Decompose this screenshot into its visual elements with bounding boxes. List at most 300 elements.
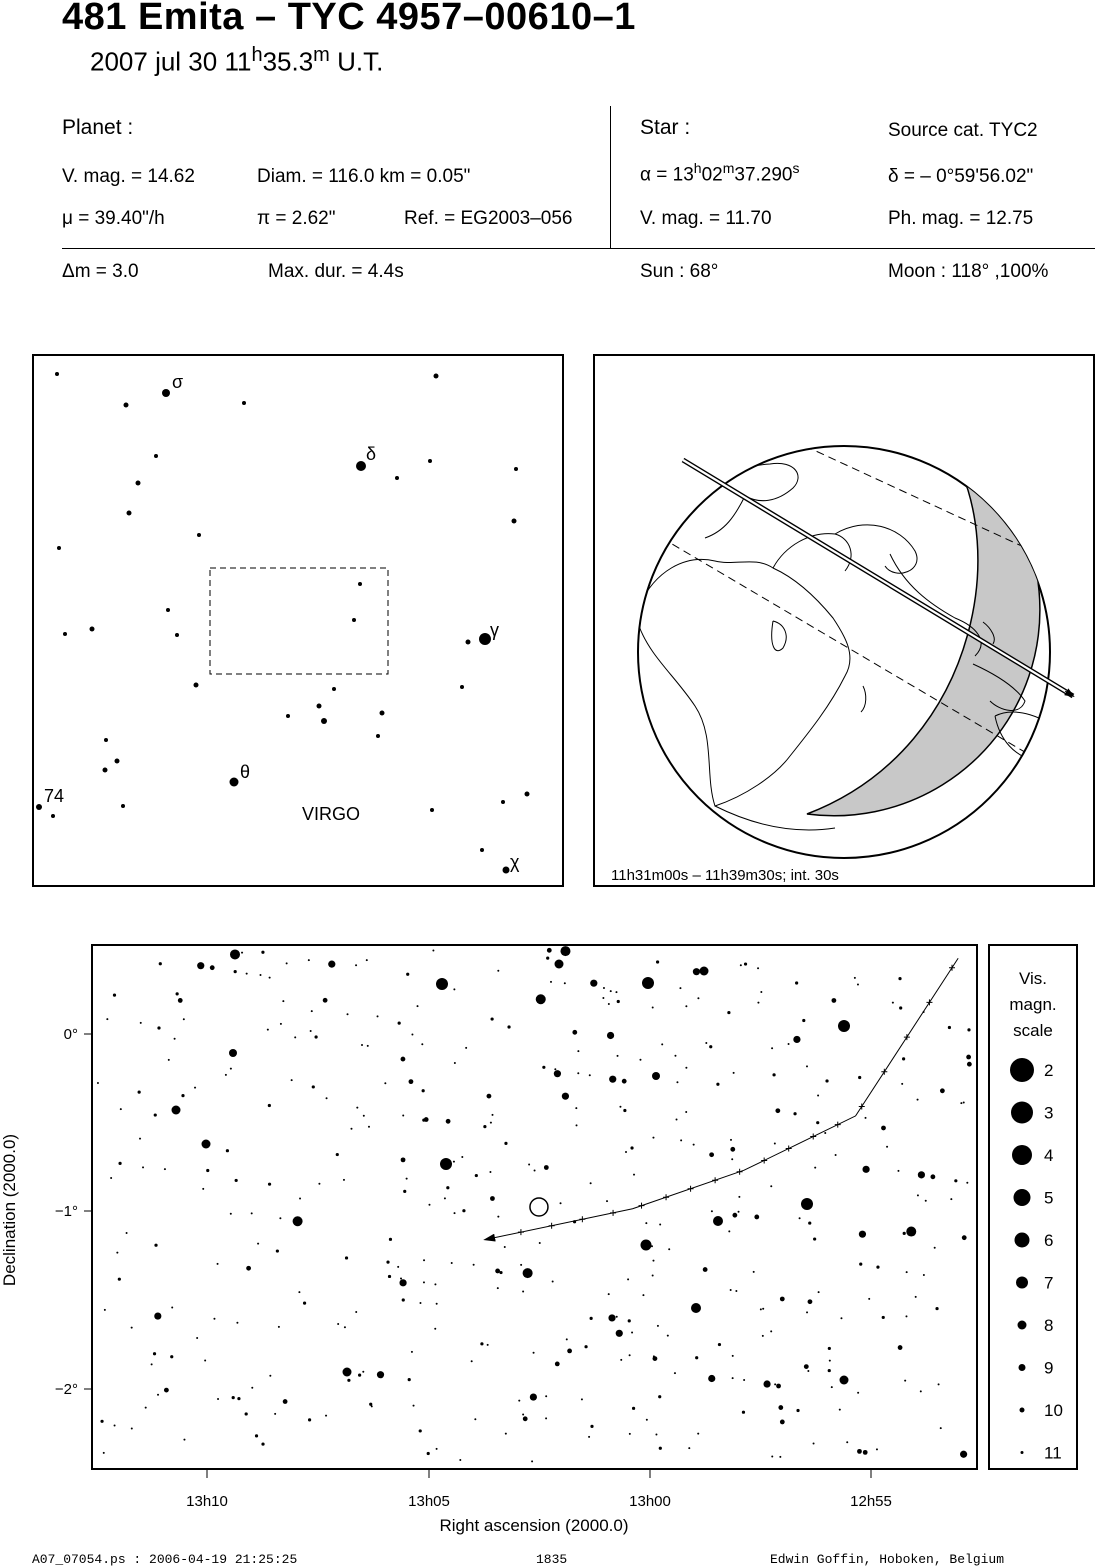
background-star (602, 997, 604, 999)
x-axis-label: Right ascension (2000.0) (439, 1516, 629, 1535)
background-star (962, 1451, 964, 1453)
background-star (280, 1023, 282, 1025)
background-star (171, 1306, 173, 1308)
background-star (261, 951, 264, 954)
background-star (204, 1360, 206, 1362)
background-star (859, 1231, 866, 1238)
background-star (846, 1441, 848, 1443)
planet-vmag: V. mag. = 14.62 (62, 166, 195, 187)
background-star (629, 1354, 631, 1356)
background-star (504, 1142, 507, 1145)
background-star (828, 1369, 831, 1372)
finder-star (104, 738, 108, 742)
background-star (934, 1247, 936, 1249)
label-delta: δ (366, 444, 377, 464)
legend-title: Vis. magn. scale (1009, 969, 1057, 1040)
background-star (584, 1345, 587, 1348)
finder-star (525, 792, 530, 797)
background-star (806, 1065, 808, 1067)
background-star (459, 1459, 461, 1461)
background-star (168, 1059, 170, 1061)
background-star (355, 964, 357, 966)
background-star (938, 1383, 940, 1385)
background-star (497, 970, 499, 972)
background-star (97, 1082, 99, 1084)
finder-star (103, 768, 108, 773)
background-star (257, 1243, 259, 1245)
background-star (347, 1379, 350, 1382)
background-star (610, 990, 612, 992)
path-tick (835, 1122, 841, 1128)
legend-dot (1015, 1233, 1030, 1248)
star-source: Source cat. TYC2 (888, 120, 1038, 141)
background-star (898, 1345, 903, 1350)
background-star (629, 1433, 631, 1435)
background-star (962, 1235, 967, 1240)
background-star (564, 982, 566, 984)
background-star (657, 1325, 659, 1327)
background-star (210, 965, 215, 970)
background-star (795, 981, 798, 984)
background-star (282, 1000, 284, 1002)
background-star (631, 1331, 633, 1333)
background-star (695, 1356, 698, 1359)
background-star (590, 1317, 593, 1320)
finder-star (501, 800, 505, 804)
background-star (607, 1032, 614, 1039)
finder-star (352, 618, 356, 622)
delta-mag: Δm = 3.0 (62, 261, 139, 282)
background-star (967, 1062, 972, 1067)
legend-dot (1018, 1321, 1027, 1330)
background-star (343, 1179, 345, 1181)
background-star (303, 1302, 306, 1305)
finder-star (51, 814, 55, 818)
background-star (730, 1147, 735, 1152)
background-star (814, 1167, 816, 1169)
background-star (550, 981, 552, 983)
background-star (552, 1280, 554, 1282)
background-star (225, 1074, 227, 1076)
background-star (708, 1375, 715, 1382)
background-star (554, 1068, 556, 1070)
background-star (487, 1094, 492, 1099)
background-star (616, 1330, 623, 1337)
background-star (799, 1217, 801, 1219)
max-duration: Max. dur. = 4.4s (268, 261, 404, 282)
background-star (802, 1019, 805, 1022)
background-star (863, 1450, 868, 1455)
background-star (905, 1315, 907, 1317)
background-star (461, 1156, 463, 1158)
background-star (757, 1002, 759, 1004)
bright-star (700, 967, 709, 976)
background-star (116, 1252, 118, 1254)
background-star (674, 1055, 676, 1057)
background-star (622, 1079, 627, 1084)
background-star (183, 1018, 185, 1020)
legend-label: 4 (1044, 1146, 1054, 1165)
background-star (138, 1091, 141, 1094)
background-star (409, 1079, 414, 1084)
bright-star (642, 977, 654, 989)
background-star (403, 1190, 406, 1193)
background-star (298, 1291, 300, 1293)
background-star (658, 1395, 661, 1398)
background-star (417, 1005, 419, 1007)
finder-chart (32, 354, 564, 887)
bright-star (652, 1072, 660, 1080)
background-star (505, 1433, 507, 1435)
path-tick (810, 1134, 816, 1140)
background-star (615, 991, 617, 993)
background-star (679, 987, 681, 989)
background-star (667, 1335, 669, 1337)
background-star (776, 1384, 781, 1389)
background-star (131, 1327, 133, 1329)
background-star (384, 1082, 386, 1084)
background-star (217, 1263, 219, 1265)
legend-dot (1021, 1451, 1024, 1454)
finder-star (380, 711, 385, 716)
background-star (627, 1278, 629, 1280)
background-star (196, 1337, 198, 1339)
finder-star (512, 519, 517, 524)
path-tick (737, 1169, 743, 1175)
background-star (293, 1216, 303, 1226)
background-star (197, 962, 204, 969)
background-star (935, 1307, 938, 1310)
background-star (114, 1424, 116, 1426)
background-star (902, 1057, 905, 1060)
background-star (807, 1370, 809, 1372)
background-star (858, 1076, 861, 1079)
planet-mu: μ = 39.40"/h (62, 208, 165, 229)
background-star (326, 1097, 328, 1099)
sun-elongation: Sun : 68° (640, 261, 719, 282)
path-tick (949, 965, 955, 971)
background-star (110, 1177, 112, 1179)
background-star (735, 1290, 737, 1292)
background-star (164, 1168, 166, 1170)
finder-star (90, 627, 95, 632)
background-star (633, 1174, 635, 1176)
finder-star (36, 804, 42, 810)
background-star (399, 1279, 406, 1286)
background-star (323, 998, 328, 1003)
star-heading: Star : (640, 116, 691, 139)
background-star (104, 1309, 106, 1311)
background-star (609, 1076, 616, 1083)
background-star (419, 1429, 422, 1432)
background-star (762, 1308, 764, 1310)
background-star (497, 1287, 499, 1289)
background-star (246, 973, 248, 975)
background-star (495, 1269, 500, 1274)
finder-star (503, 867, 510, 874)
background-star (608, 1003, 610, 1005)
background-star (655, 1433, 657, 1435)
background-star (106, 1018, 108, 1020)
background-star (139, 1138, 141, 1140)
background-star (668, 1248, 670, 1250)
background-star (536, 994, 546, 1004)
background-star (451, 1262, 453, 1264)
background-star (490, 1122, 492, 1124)
background-star (427, 1452, 430, 1455)
background-star (590, 1182, 592, 1184)
background-star (688, 1447, 690, 1449)
background-star (164, 1388, 169, 1393)
finder-star (162, 389, 170, 397)
background-star (659, 1223, 661, 1225)
legend-dot (1020, 1408, 1025, 1413)
background-star (454, 1062, 456, 1064)
x-tick-label: 13h00 (629, 1493, 671, 1510)
path-tick (610, 1210, 616, 1216)
background-star (308, 1418, 311, 1421)
background-star (269, 977, 271, 979)
background-star (202, 1188, 204, 1190)
background-star (617, 1055, 619, 1057)
background-star (903, 1232, 906, 1235)
background-star (697, 1433, 699, 1435)
path-tick (904, 1034, 910, 1040)
background-star (740, 964, 742, 966)
background-star (732, 1355, 734, 1357)
legend-label: 8 (1044, 1316, 1054, 1335)
background-star (154, 1312, 161, 1319)
background-star (518, 1400, 520, 1402)
y-tick-label: 0° (63, 1026, 78, 1043)
background-star (268, 1104, 271, 1107)
background-star (174, 1038, 176, 1040)
background-star (623, 1109, 626, 1112)
background-star (685, 1111, 687, 1113)
background-star (408, 1378, 411, 1381)
background-star (444, 1197, 446, 1199)
background-star (310, 1030, 312, 1032)
background-star (718, 1343, 721, 1346)
background-star (865, 1117, 867, 1119)
path-tick (881, 1069, 887, 1075)
background-star (876, 1448, 878, 1450)
background-star (131, 1427, 133, 1429)
background-star (473, 1264, 475, 1266)
background-star (788, 1043, 790, 1045)
background-star (738, 1196, 740, 1198)
label-chi: χ (510, 852, 520, 872)
finder-star (63, 632, 67, 636)
background-star (504, 1246, 506, 1248)
background-star (235, 1179, 238, 1182)
background-star (576, 1124, 578, 1126)
background-star (632, 1407, 635, 1410)
label-sigma: σ (172, 372, 184, 392)
background-star (530, 1393, 537, 1400)
background-star (906, 1271, 908, 1273)
background-star (774, 1142, 776, 1144)
background-star (646, 1419, 648, 1421)
background-star (151, 1363, 153, 1365)
background-star (899, 1006, 902, 1009)
background-star (251, 1212, 253, 1214)
magnitude-legend (988, 944, 1078, 1470)
background-star (709, 1152, 714, 1157)
background-star (676, 1081, 678, 1083)
background-star (355, 1311, 357, 1313)
background-star (728, 1230, 730, 1232)
path-tick (579, 1216, 585, 1222)
background-star (423, 1281, 425, 1283)
finder-star (124, 403, 129, 408)
background-star (835, 1154, 837, 1156)
path-tick (926, 999, 932, 1005)
background-star (419, 1302, 421, 1304)
background-star (366, 959, 368, 961)
background-star (697, 997, 699, 999)
background-star (901, 1083, 903, 1085)
background-star (480, 1342, 483, 1345)
star-alpha: $\alpha = 13^h02^m37.290^s$ (640, 160, 800, 186)
background-star (857, 1392, 859, 1394)
background-star (361, 1044, 363, 1046)
finder-star (395, 476, 399, 480)
background-star (154, 1113, 157, 1116)
background-star (276, 1249, 279, 1252)
background-star (693, 1144, 695, 1146)
background-star (157, 1026, 160, 1029)
legend-label: 6 (1044, 1231, 1054, 1250)
background-star (572, 1030, 577, 1035)
label-74: 74 (44, 786, 65, 806)
background-star (428, 1204, 430, 1206)
background-star (465, 1047, 467, 1049)
background-star (825, 1079, 828, 1082)
path-tick (761, 1157, 767, 1163)
background-star (446, 1186, 449, 1189)
header-divider (610, 106, 611, 248)
background-star (369, 1403, 372, 1406)
background-star (940, 1427, 942, 1429)
background-star (661, 1043, 663, 1045)
y-tick-label: −2° (54, 1381, 78, 1398)
background-star (422, 1089, 425, 1092)
finder-star (57, 546, 61, 550)
background-star (377, 1371, 384, 1378)
finder-star (197, 533, 201, 537)
background-star (862, 1166, 869, 1173)
background-star (743, 1379, 745, 1381)
background-star (808, 1299, 813, 1304)
path-tick (688, 1186, 694, 1192)
background-star (590, 1425, 593, 1428)
background-star (619, 1106, 621, 1108)
footer-page: 1835 (536, 1552, 568, 1567)
background-star (453, 988, 455, 990)
background-star (562, 1093, 569, 1100)
background-star (577, 1050, 579, 1052)
background-star (181, 1094, 184, 1097)
header-rule (62, 248, 1095, 249)
background-star (731, 1158, 733, 1160)
page-title: 481 Emita – TYC 4957–00610–1 (62, 0, 636, 38)
x-tick-label: 12h55 (850, 1493, 892, 1510)
background-star (507, 1025, 510, 1028)
legend-label: 7 (1044, 1273, 1054, 1293)
background-star (897, 1170, 899, 1172)
background-star (259, 974, 261, 976)
constellation-name: VIRGO (302, 804, 361, 824)
background-star (730, 1139, 732, 1141)
background-star (960, 1102, 962, 1104)
background-star (779, 1456, 781, 1458)
background-star (462, 1209, 465, 1212)
background-star (732, 1213, 737, 1218)
background-star (499, 1271, 502, 1274)
background-star (542, 1066, 545, 1069)
background-star (269, 1375, 271, 1377)
background-star (817, 1095, 819, 1097)
background-star (606, 1200, 608, 1202)
background-star (213, 1318, 215, 1320)
background-star (906, 1227, 916, 1237)
background-star (241, 952, 243, 954)
background-star (588, 1436, 590, 1438)
background-star (492, 1114, 494, 1116)
planet-heading: Planet : (62, 116, 134, 139)
legend-dot (1010, 1058, 1034, 1082)
background-star (118, 1162, 121, 1165)
background-star (237, 1397, 240, 1400)
background-star (436, 1303, 438, 1305)
background-star (261, 1442, 264, 1445)
background-star (831, 1386, 833, 1388)
finder-star (286, 714, 290, 718)
finder-star (480, 848, 484, 852)
bright-star (436, 978, 448, 990)
background-star (589, 1074, 591, 1076)
bright-star (801, 1198, 813, 1210)
bright-star (229, 1049, 237, 1057)
occultation-point (530, 1198, 548, 1216)
legend-dot (1016, 1277, 1028, 1289)
background-star (705, 1042, 707, 1044)
background-star (881, 1126, 886, 1131)
background-star (491, 1017, 494, 1020)
background-star (411, 1351, 413, 1353)
background-star (839, 1409, 841, 1411)
footer-file: A07_07054.ps : 2006-04-19 21:25:25 (32, 1552, 298, 1567)
globe-caption: 11h31m00s – 11h39m30s; int. 30s (611, 867, 839, 884)
background-star (674, 1372, 676, 1374)
background-star (566, 1338, 568, 1340)
background-star (534, 1170, 536, 1172)
background-star (778, 1405, 783, 1410)
background-star (546, 956, 549, 959)
background-star (312, 1085, 315, 1088)
background-star (711, 1210, 713, 1212)
background-star (474, 1418, 476, 1420)
background-star (716, 1083, 719, 1086)
background-star (813, 1442, 815, 1444)
background-star (898, 977, 901, 980)
background-star (603, 987, 605, 989)
background-star (402, 1115, 404, 1117)
background-star (774, 1383, 776, 1385)
background-star (226, 1149, 229, 1152)
background-star (230, 1213, 232, 1215)
